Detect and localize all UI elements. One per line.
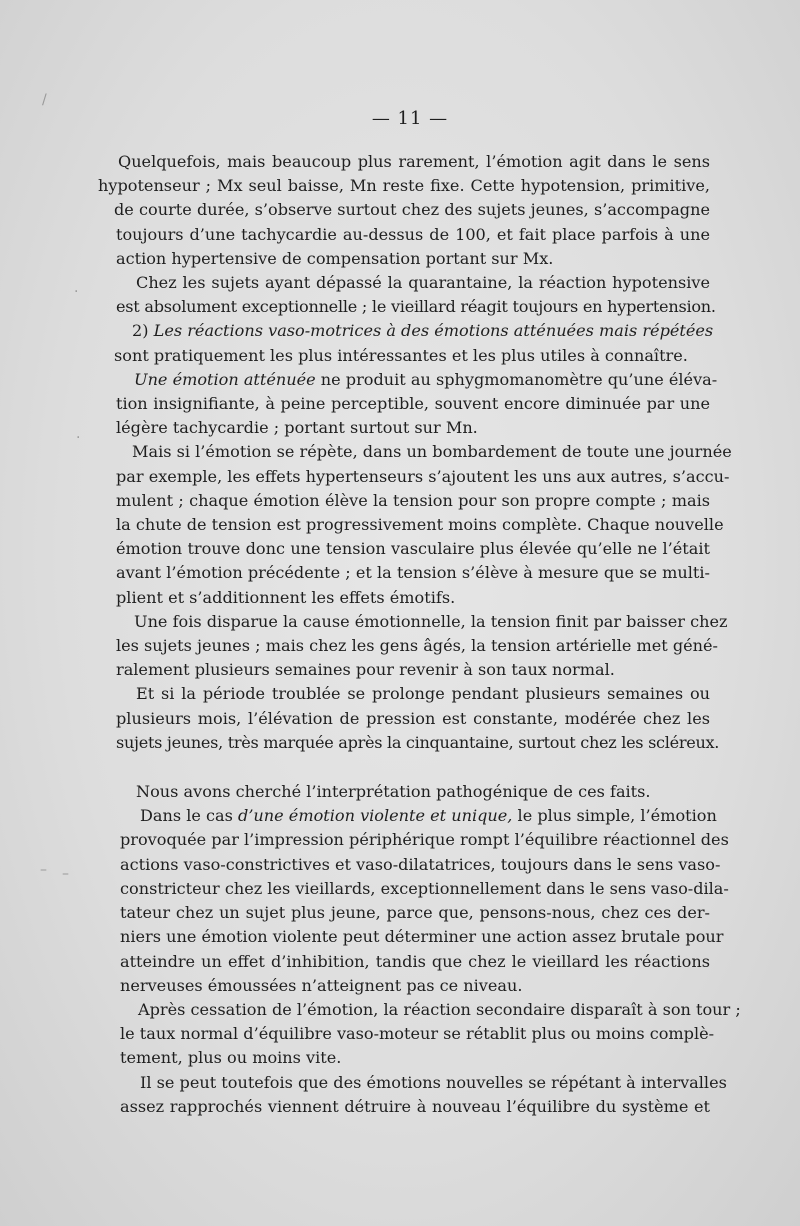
paragraph [118,998,741,1071]
text-line: Chez les sujets ayant dépassé la quarantaine, la réaction hypotensive [136,273,710,293]
text-line: émotion trouve donc une tension vasculaire plus élevée qu’elle ne l’était [116,539,710,559]
paragraph [116,610,728,683]
text-line: Une fois disparue la cause émotionnelle, la tension finit par baisser chez [134,611,728,631]
text-line: par exemple, les effets hypertenseurs s’ajoutent les uns aux autres, s’accu- [116,466,730,486]
scan-speck: · [74,284,79,300]
text-run: Dans le cas [140,806,239,826]
text-line: tement, plus ou moins vite. [120,1048,342,1068]
paragraph [118,780,710,804]
text-line: la chute de tension est progressivement moins complète. Chaque nouvelle [116,515,724,535]
section-heading-italic: Les réactions vaso-motrices à des émotions atténuées mais répétées [153,321,714,341]
text-line: légère tachycardie ; portant surtout sur Mn. [116,418,478,438]
text-line: toujours d’une tachycardie au-dessus de 100, et fait place parfois à une [116,224,710,244]
scan-speck: / [42,92,47,108]
emphasis-italic: d’une émotion violente et unique, [238,806,513,826]
text-line [134,368,718,392]
emphasis-italic: Une émotion atténuée [134,369,316,389]
body-text [98,150,741,1119]
text-line: le taux normal d’équilibre vaso-moteur se rétablit plus ou moins complè- [120,1024,715,1044]
paragraph-lead: 2) [132,321,154,341]
text-line: tateur chez un sujet plus jeune, parce que, pensons-nous, chez ces der- [120,903,710,923]
paragraph [116,368,718,441]
text-line: Après cessation de l’émotion, la réaction secondaire disparaît à son tour ; [138,999,741,1019]
text-line: provoquée par l’impression périphérique rompt l’équilibre réactionnel des [120,830,729,850]
text-line: actions vaso-constrictives et vaso-dilatatrices, toujours dans le sens vaso- [120,854,721,874]
text-line: Quelquefois, mais beaucoup plus rarement, l’émotion agit dans le sens [118,152,710,171]
paragraph [116,440,732,609]
text-line: plient et s’additionnent les effets émotifs. [116,587,456,607]
text-line: Et si la période troublée se prolonge pendant plusieurs semaines ou [136,684,710,704]
text-line: sujets jeunes, très marquée après la cinquantaine, surtout chez les scléreux. [116,732,720,752]
paragraph [114,319,714,367]
text-line: Il se peut toutefois que des émotions nouvelles se répétant à intervalles [140,1072,727,1092]
text-line: les sujets jeunes ; mais chez les gens âgés, la tension artérielle met géné- [116,636,718,656]
text-line: mulent ; chaque émotion élève la tension pour son propre compte ; mais [116,490,710,510]
text-line: hypotenseur ; Mx seul baisse, Mn reste fixe. Cette hypotension, primitive, [98,176,710,196]
text-line: plusieurs mois, l’élévation de pression est constante, modérée chez les [116,708,710,728]
text-line: action hypertensive de compensation portant sur Mx. [116,248,554,268]
paragraph [118,1071,727,1119]
paragraph [98,150,710,271]
text-line: nerveuses émoussées n’atteignent pas ce niveau. [120,975,523,995]
section-spacer [118,755,710,780]
text-line: sont pratiquement les plus intéressantes et les plus utiles à connaître. [114,345,688,365]
text-run: ne produit au sphygmomanomètre qu’une éléva- [315,369,718,389]
paragraph [116,682,720,755]
text-line: constricteur chez les vieillards, exceptionnellement dans le sens vaso-dila- [120,878,729,898]
text-line: tion insignifiante, à peine perceptible, souvent encore diminuée par une [116,394,710,414]
text-line: assez rapprochés viennent détruire à nouveau l’équilibre du système et [120,1096,710,1116]
text-line: niers une émotion violente peut déterminer une action assez brutale pour [120,927,724,947]
text-line [140,804,717,828]
text-line: de courte durée, s’observe surtout chez des sujets jeunes, s’accompagne [114,200,710,220]
scan-speck: – [40,862,47,878]
paragraph [116,271,716,319]
scan-speck: · [76,430,81,446]
paragraph [118,804,729,998]
text-run: le plus simple, l’émotion [512,806,717,826]
text-line: Mais si l’émotion se répète, dans un bombardement de toute une journée [132,442,732,462]
text-line [132,319,714,343]
text-line: est absolument exceptionnelle ; le vieillard réagit toujours en hypertension. [116,297,716,317]
text-line: avant l’émotion précédente ; et la tension s’élève à mesure que se multi- [116,563,710,583]
text-line: Nous avons cherché l’interprétation pathogénique de ces faits. [136,782,651,802]
page-number: — 11 — [371,108,449,129]
text-line: atteindre un effet d’inhibition, tandis que chez le vieillard les réactions [120,951,710,971]
text-line: ralement plusieurs semaines pour revenir à son taux normal. [116,660,615,680]
scan-speck: – [62,866,69,882]
